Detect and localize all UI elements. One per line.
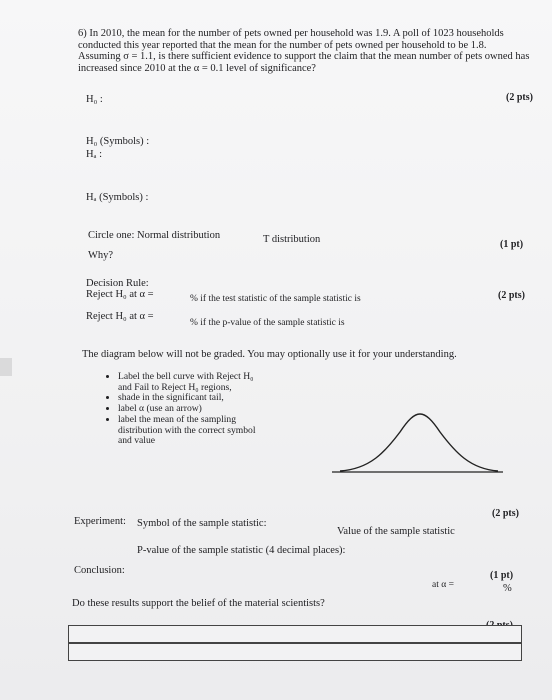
t-distribution-option[interactable]: T distribution [263,234,321,245]
ha-symbols-label: Hₐ (Symbols) : [86,192,149,203]
rule-pvalue-text: % if the p-value of the sample statistic is [190,318,345,328]
rule-statistic-text: % if the test statistic of the sample statistic is [190,294,361,304]
bell-curve [340,414,498,471]
question-line-4: increased since 2010 at the α = 0.1 level of significance? [78,62,316,74]
symbol-statistic-label: Symbol of the sample statistic: [137,518,267,529]
pts-conclusion: (1 pt) [490,570,514,581]
decision-rule-label: Decision Rule: [86,278,149,289]
question-line-3: Assuming σ = 1.1, is there sufficient evidence to support the claim that the mean number of pets owned has [78,51,530,63]
ha-label: Hₐ : [86,149,102,160]
bell-curve-diagram [330,402,505,477]
pts-decision: (2 pts) [498,290,525,301]
question-line-1: 6) In 2010, the mean for the number of pets owned per household was 1.9. A poll of 1023 households [78,28,504,39]
answer-box-2[interactable] [68,643,522,661]
diagram-note: The diagram below will not be graded. You may optionally use it for your understanding. [82,349,457,360]
edge-mark [0,358,12,376]
instruction-item: • label α (use an arrow) [118,404,308,415]
pts-h0: (2 pts) [506,92,533,103]
percent-sign: % [503,583,512,594]
pvalue-label: P-value of the sample statistic (4 decimal places): [137,545,346,556]
instruction-item: • label the mean of the sampling distribution with the correct symbol and value [118,415,308,447]
value-statistic-label: Value of the sample statistic [337,526,455,537]
question-line-2: conducted this year reported that the mean for the number of pets owned per household to be 1.8. [78,39,487,51]
reject-h0-at-alpha-2: Reject H₀ at α = [86,311,154,322]
h0-label: H₀ : [86,94,103,105]
instruction-item: • shade in the significant tail, [118,393,308,404]
experiment-label: Experiment: [74,516,126,527]
reject-h0-at-alpha-1: Reject H₀ at α = [86,289,154,300]
circle-one-text: Circle one: Normal distribution [88,230,221,241]
at-alpha-label: at α = [432,580,454,590]
instruction-item: • Label the bell curve with Reject H₀ and Fail to Reject H₀ regions, [118,372,308,393]
pts-distribution: (1 pt) [500,239,524,250]
question-text [78,28,548,74]
conclusion-label: Conclusion: [74,565,125,576]
diagram-instructions [104,372,308,447]
why-label: Why? [88,250,114,261]
answer-box-1[interactable] [68,625,522,643]
support-question: Do these results support the belief of the material scientists? [72,598,325,609]
h0-symbols-label: H₀ (Symbols) : [86,136,150,147]
pts-experiment: (2 pts) [492,508,519,519]
